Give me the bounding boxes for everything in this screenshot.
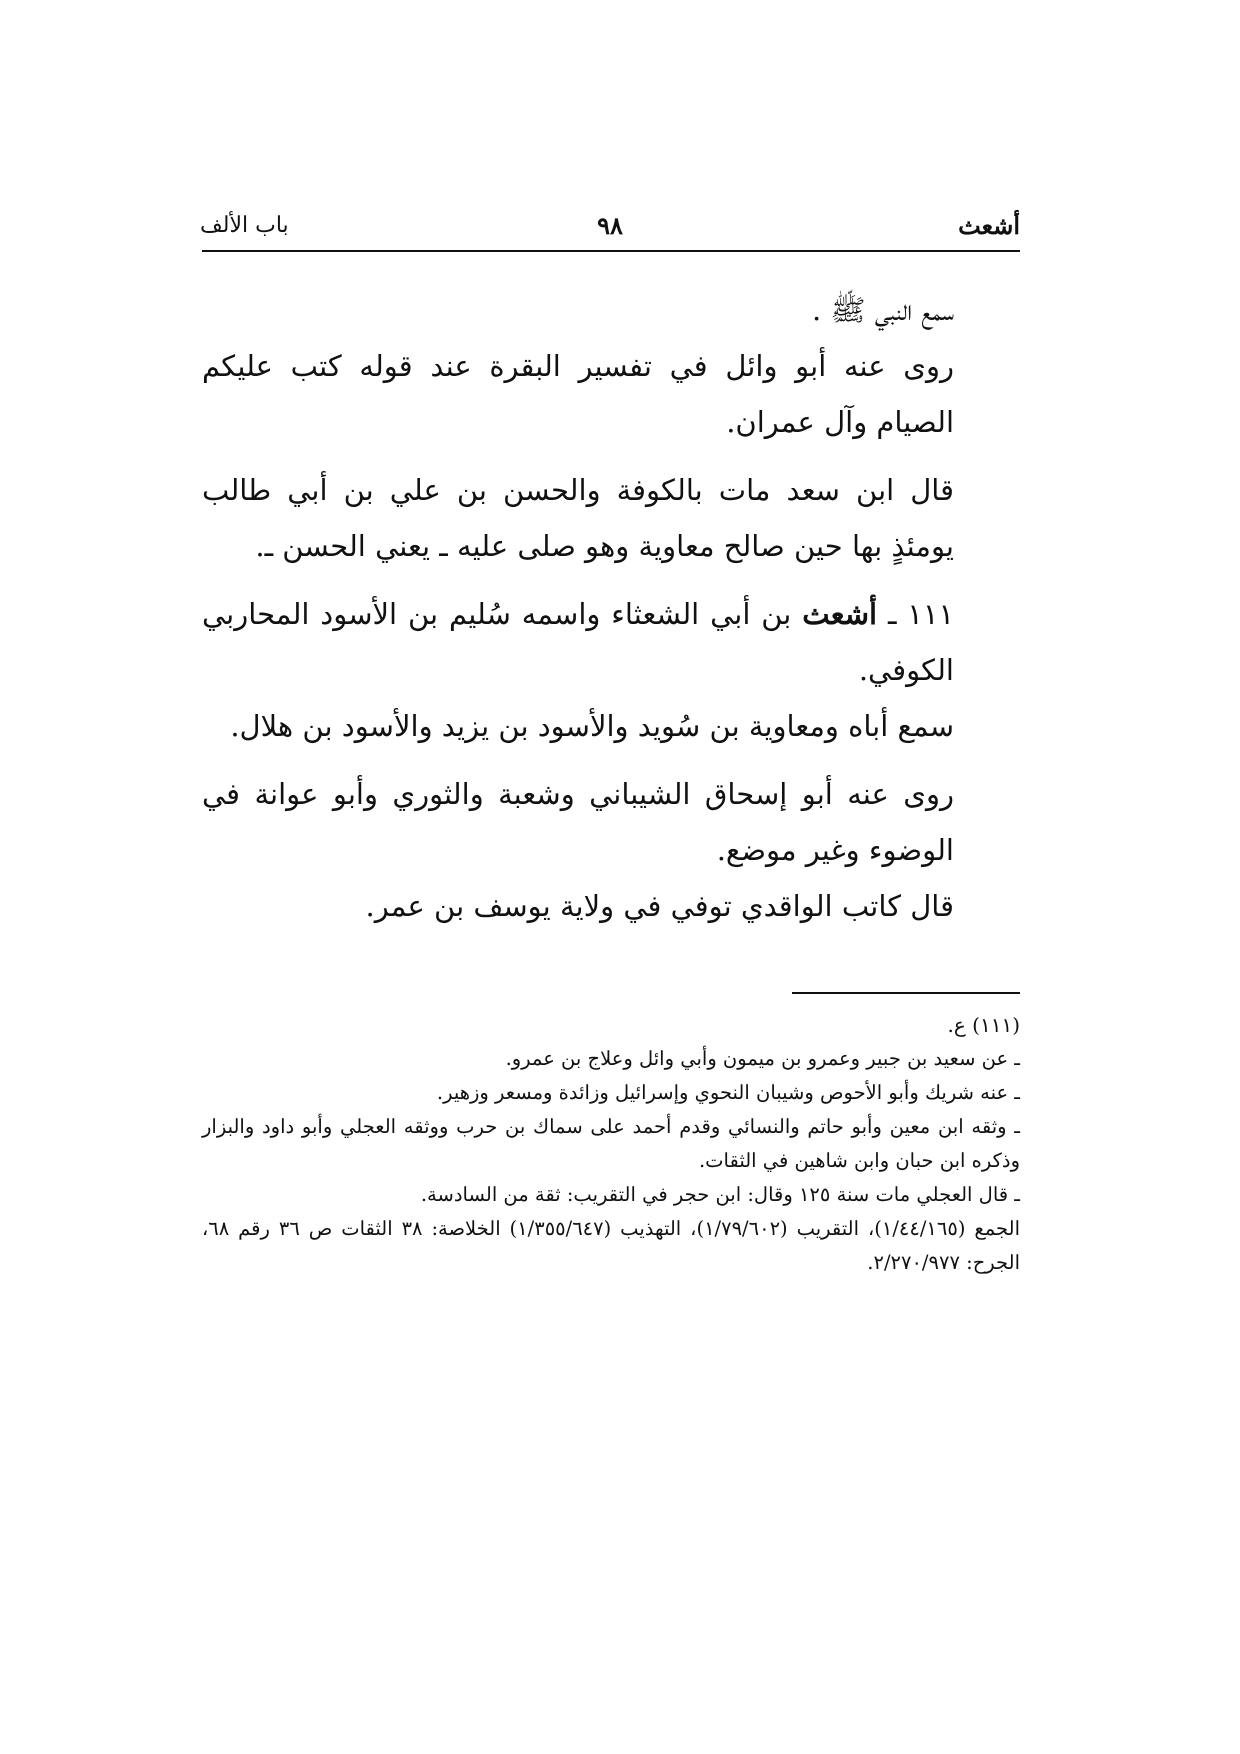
- header-entry-name: أشعث: [958, 211, 1020, 240]
- paragraph-ibn-saad: قال ابن سعد مات بالكوفة والحسن بن علي بن أبي طالب يومئذٍ بها حين صالح معاوية وهو صلى عليه ـ يعني الحسن ـ.: [202, 473, 954, 563]
- footnote-divider: [792, 992, 1020, 994]
- entry-lineage: بن أبي الشعثاء واسمه سُليم بن الأسود المحاربي الكوفي.: [202, 597, 954, 687]
- footnote-reference: (١١١) ع.: [947, 1013, 1020, 1037]
- paragraph-narrated-from: روى عنه أبو وائل في تفسير البقرة عند قوله كتب عليكم الصيام وآل عمران.: [202, 349, 954, 439]
- main-text: [202, 282, 1020, 934]
- paragraph-narrators: روى عنه أبو إسحاق الشيباني وشعبة والثوري وأبو عوانة في الوضوء وغير موضع.: [202, 777, 954, 867]
- header-divider: [202, 250, 1020, 252]
- entry-name: أشعث: [802, 597, 878, 631]
- paragraph-heard-prophet: سمع النبي ﷺ .: [812, 293, 954, 327]
- page-number: ٩٨: [597, 211, 623, 240]
- footnote-line: ـ عن سعيد بن جبير وعمرو بن ميمون وأبي وائل وعلاج بن عمرو.: [505, 1047, 1020, 1070]
- footnotes: [202, 1008, 1020, 1280]
- footnote-sources: الجمع (١/٤٤/١٦٥)، التقريب (١/٧٩/٦٠٢)، التهذيب (١/٣٥٥/٦٤٧) الخلاصة: ٣٨ الثقات ص ٣٦ رقم ٦٨، الجرح: ٢/٢٧٠/٩٧٧.: [202, 1217, 1020, 1274]
- header-chapter-title: باب الألف: [200, 213, 289, 238]
- footnote-line: ـ عنه شريك وأبو الأحوص وشيبان النحوي وإسرائيل وزائدة ومسعر وزهير.: [436, 1081, 1020, 1104]
- paragraph-death: قال كاتب الواقدي توفي في ولاية يوسف بن عمر.: [365, 889, 954, 923]
- running-header: [200, 205, 1020, 245]
- paragraph-heard-from: سمع أباه ومعاوية بن سُويد والأسود بن يزيد والأسود بن هلال.: [230, 709, 954, 743]
- entry-111: [202, 586, 1020, 698]
- footnote-line: ـ قال العجلي مات سنة ١٢٥ وقال: ابن حجر في التقريب: ثقة من السادسة.: [420, 1183, 1020, 1206]
- footnote-line: ـ وثقه ابن معين وأبو حاتم والنسائي وقدم أحمد على سماك بن حرب ووثقه العجلي وأبو داود والبزار وذكره ابن حبان وابن شاهين في الثقات.: [202, 1115, 1020, 1172]
- entry-number: ١١١ ـ: [887, 597, 955, 631]
